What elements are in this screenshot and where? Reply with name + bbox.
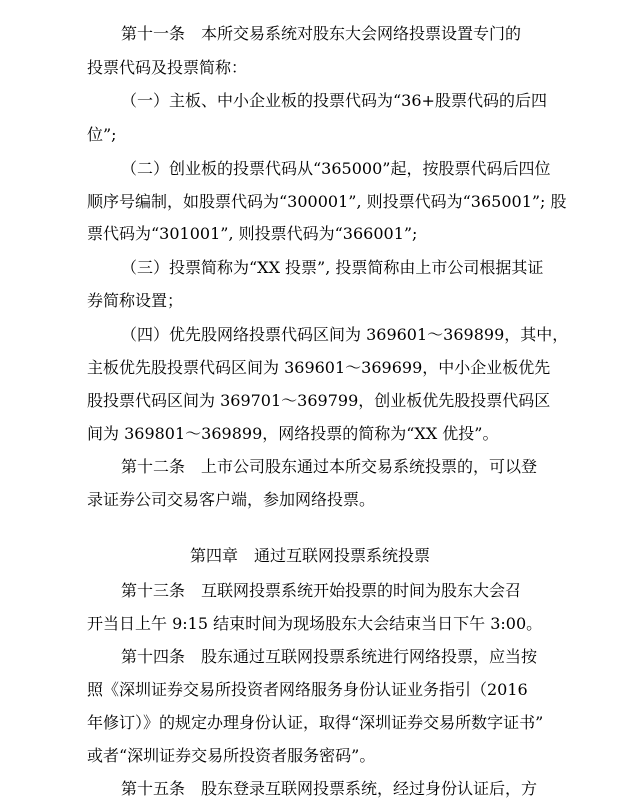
article-13-line-2: 开当日上午 9:15 结束时间为现场股东大会结束当日下午 3:00。 xyxy=(87,614,543,633)
article-14-line-4: 或者“深圳证券交易所投资者服务密码”。 xyxy=(87,746,376,765)
article-14-line-3: 年修订）》的规定办理身份认证，取得“深圳证券交易所数字证书” xyxy=(87,713,544,732)
article-12-line-1: 第十二条 上市公司股东通过本所交易系统投票的，可以登 xyxy=(121,457,538,476)
article-11-item-3-line-2: 券简称设置； xyxy=(87,291,184,310)
article-14-line-1: 第十四条 股东通过互联网投票系统进行网络投票，应当按 xyxy=(121,647,538,666)
article-11-line-2: 投票代码及投票简称： xyxy=(87,58,248,77)
chapter-4-title: 第四章 通过互联网投票系统投票 xyxy=(190,546,431,565)
article-15-line-1: 第十五条 股东登录互联网投票系统，经过身份认证后，方 xyxy=(121,779,538,798)
article-11-item-4-line-2: 主板优先股投票代码区间为 369601～369699，中小企业板优先 xyxy=(87,358,551,377)
article-13-line-1: 第十三条 互联网投票系统开始投票的时间为股东大会召 xyxy=(121,581,522,600)
article-11-item-3-line-1: （三）投票简称为“XX 投票”, 投票简称由上市公司根据其证 xyxy=(121,258,544,277)
article-11-item-4-line-4: 间为 369801～369899，网络投票的简称为“XX 优投”。 xyxy=(87,424,499,443)
article-12-line-2: 录证券公司交易客户端，参加网络投票。 xyxy=(87,490,376,509)
article-11-item-2-line-2: 顺序号编制，如股票代码为“300001”, 则投票代码为“365001”; 股 xyxy=(87,192,567,211)
article-11-item-2-line-1: （二）创业板的投票代码从“365000”起，按股票代码后四位 xyxy=(121,159,551,178)
article-11-line-1: 第十一条 本所交易系统对股东大会网络投票设置专门的 xyxy=(121,24,522,43)
article-14-line-2: 照《深圳证券交易所投资者网络服务身份认证业务指引（2016 xyxy=(87,680,528,699)
article-11-item-4-line-1: （四）优先股网络投票代码区间为 369601～369899，其中， xyxy=(121,325,569,344)
article-11-item-1-line-2: 位”; xyxy=(87,125,117,144)
article-11-item-1-line-1: （一）主板、中小企业板的投票代码为“36+股票代码的后四 xyxy=(121,91,547,110)
article-11-item-4-line-3: 股投票代码区间为 369701～369799，创业板优先股投票代码区 xyxy=(87,391,551,410)
article-11-item-2-line-3: 票代码为“301001”, 则投票代码为“366001”; xyxy=(87,224,418,243)
